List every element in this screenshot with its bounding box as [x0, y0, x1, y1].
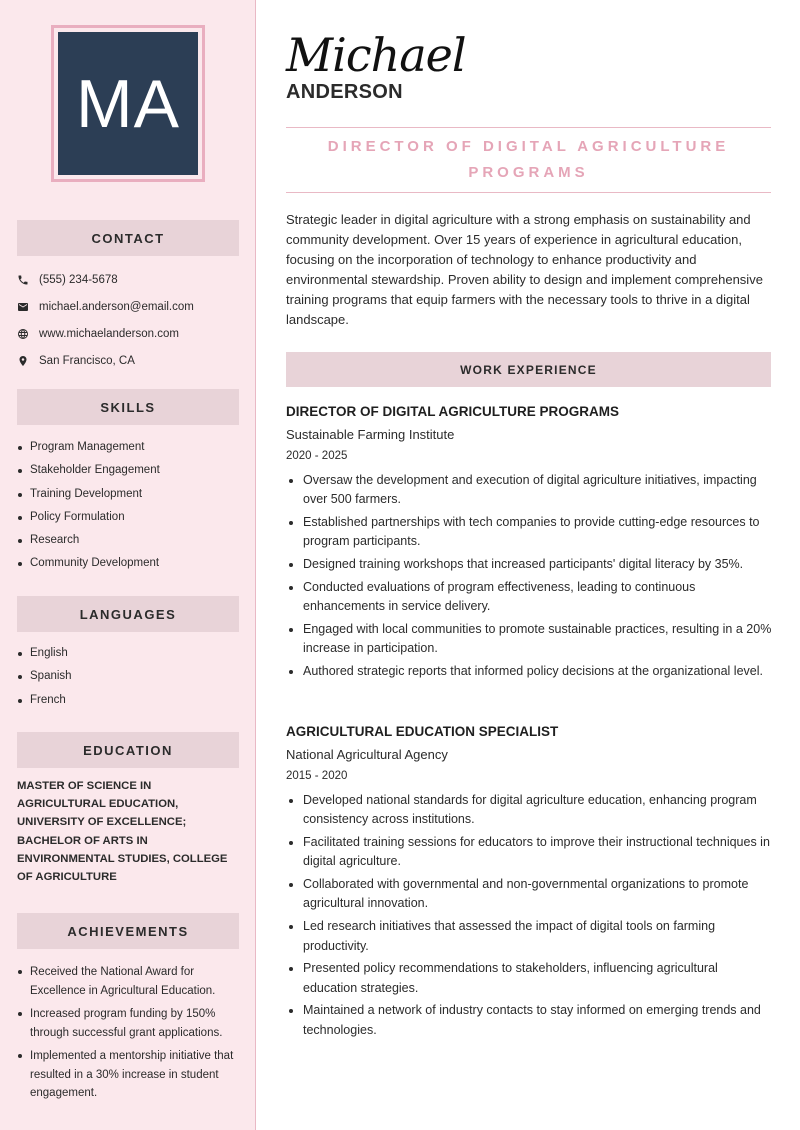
job-bullet: Developed national standards for digital agriculture education, enhancing program consistency across institutions.	[286, 791, 772, 830]
job-role: DIRECTOR OF DIGITAL AGRICULTURE PROGRAMS	[286, 404, 619, 419]
skill-item: Policy Formulation	[17, 506, 243, 529]
email-text: michael.anderson@email.com	[39, 300, 194, 313]
contact-phone	[17, 266, 247, 293]
job-bullet: Conducted evaluations of program effectiveness, leading to continuous enhancements in service delivery.	[286, 578, 772, 617]
website-text: www.michaelanderson.com	[39, 327, 179, 340]
globe-icon	[17, 328, 39, 340]
skill-item: Training Development	[17, 483, 243, 506]
job-bullet: Established partnerships with tech companies to provide cutting-edge resources to program participants.	[286, 513, 772, 552]
job-bullet: Designed training workshops that increased participants' digital literacy by 35%.	[286, 555, 772, 574]
skills-list	[17, 436, 243, 576]
job-dates: 2015 - 2020	[286, 770, 348, 782]
job-bullet: Facilitated training sessions for educators to improve their instructional techniques in digital agriculture.	[286, 833, 772, 872]
languages-heading: LANGUAGES	[17, 596, 239, 632]
sidebar	[0, 0, 256, 1130]
language-item: French	[17, 689, 243, 712]
phone-text: (555) 234-5678	[39, 273, 118, 286]
achievement-item: Implemented a mentorship initiative that resulted in a 30% increase in student engagement.	[17, 1047, 243, 1103]
job-bullet: Maintained a network of industry contacts to stay informed on emerging trends and technologies.	[286, 1001, 772, 1040]
languages-list	[17, 642, 243, 712]
job-bullet: Engaged with local communities to promote sustainable practices, resulting in a 20% increase in participation.	[286, 620, 772, 659]
job-title: DIRECTOR OF DIGITAL AGRICULTURE PROGRAMS	[327, 138, 730, 181]
contact-website	[17, 320, 247, 347]
contact-location	[17, 347, 247, 374]
job-entry	[286, 404, 772, 685]
job-entry	[286, 724, 772, 1044]
location-text: San Francisco, CA	[39, 354, 135, 367]
job-bullet: Collaborated with governmental and non-governmental organizations to promote agricultural innovation.	[286, 875, 772, 914]
job-role: AGRICULTURAL EDUCATION SPECIALIST	[286, 724, 559, 739]
job-organization: National Agricultural Agency	[286, 747, 448, 762]
language-item: Spanish	[17, 665, 243, 688]
job-bullet: Presented policy recommendations to stakeholders, influencing agricultural education strategies.	[286, 959, 772, 998]
education-heading: EDUCATION	[17, 732, 239, 768]
language-item: English	[17, 642, 243, 665]
skill-item: Community Development	[17, 552, 243, 575]
job-organization: Sustainable Farming Institute	[286, 427, 455, 442]
job-bullet: Oversaw the development and execution of digital agriculture initiatives, impacting over 500 farmers.	[286, 471, 772, 510]
work-experience-heading: WORK EXPERIENCE	[286, 352, 771, 387]
summary: Strategic leader in digital agriculture with a strong emphasis on sustainability and community development. Over 15 years of experience in agricultural education, focusing on the incorporation of technology to enhance productivity and environmental stewardship. Proven ability to design and implement comprehensive training programs that equip farmers with the necessary tools to thrive in a digital landscape.	[286, 212, 763, 327]
job-bullets	[286, 791, 772, 1040]
title-rule-top	[286, 127, 771, 128]
job-bullets	[286, 471, 772, 681]
contact-list	[17, 266, 247, 374]
job-bullet: Led research initiatives that assessed the impact of digital tools on farming productivity.	[286, 917, 772, 956]
monogram-frame	[51, 25, 205, 182]
achievement-item: Increased program funding by 150% through successful grant applications.	[17, 1005, 243, 1042]
achievements-list	[17, 963, 243, 1108]
achievements-heading: ACHIEVEMENTS	[17, 913, 239, 949]
skills-heading: SKILLS	[17, 389, 239, 425]
job-bullet: Authored strategic reports that informed policy decisions at the organizational level.	[286, 662, 772, 681]
education-text: MASTER OF SCIENCE IN AGRICULTURAL EDUCATION, UNIVERSITY OF EXCELLENCE; BACHELOR OF ARTS IN ENVIRONMENTAL STUDIES, COLLEGE OF AGRICULTURE	[17, 780, 228, 884]
last-name: ANDERSON	[286, 81, 403, 103]
achievement-item: Received the National Award for Excellence in Agricultural Education.	[17, 963, 243, 1000]
monogram: MA	[58, 32, 198, 175]
contact-email	[17, 293, 247, 320]
phone-icon	[17, 274, 39, 286]
skill-item: Research	[17, 529, 243, 552]
job-dates: 2020 - 2025	[286, 450, 348, 462]
skill-item: Program Management	[17, 436, 243, 459]
contact-heading: CONTACT	[17, 220, 239, 256]
first-name: Michael	[286, 28, 466, 82]
skill-item: Stakeholder Engagement	[17, 459, 243, 482]
title-rule-bottom	[286, 192, 771, 193]
email-icon	[17, 301, 39, 313]
location-pin-icon	[17, 355, 39, 367]
